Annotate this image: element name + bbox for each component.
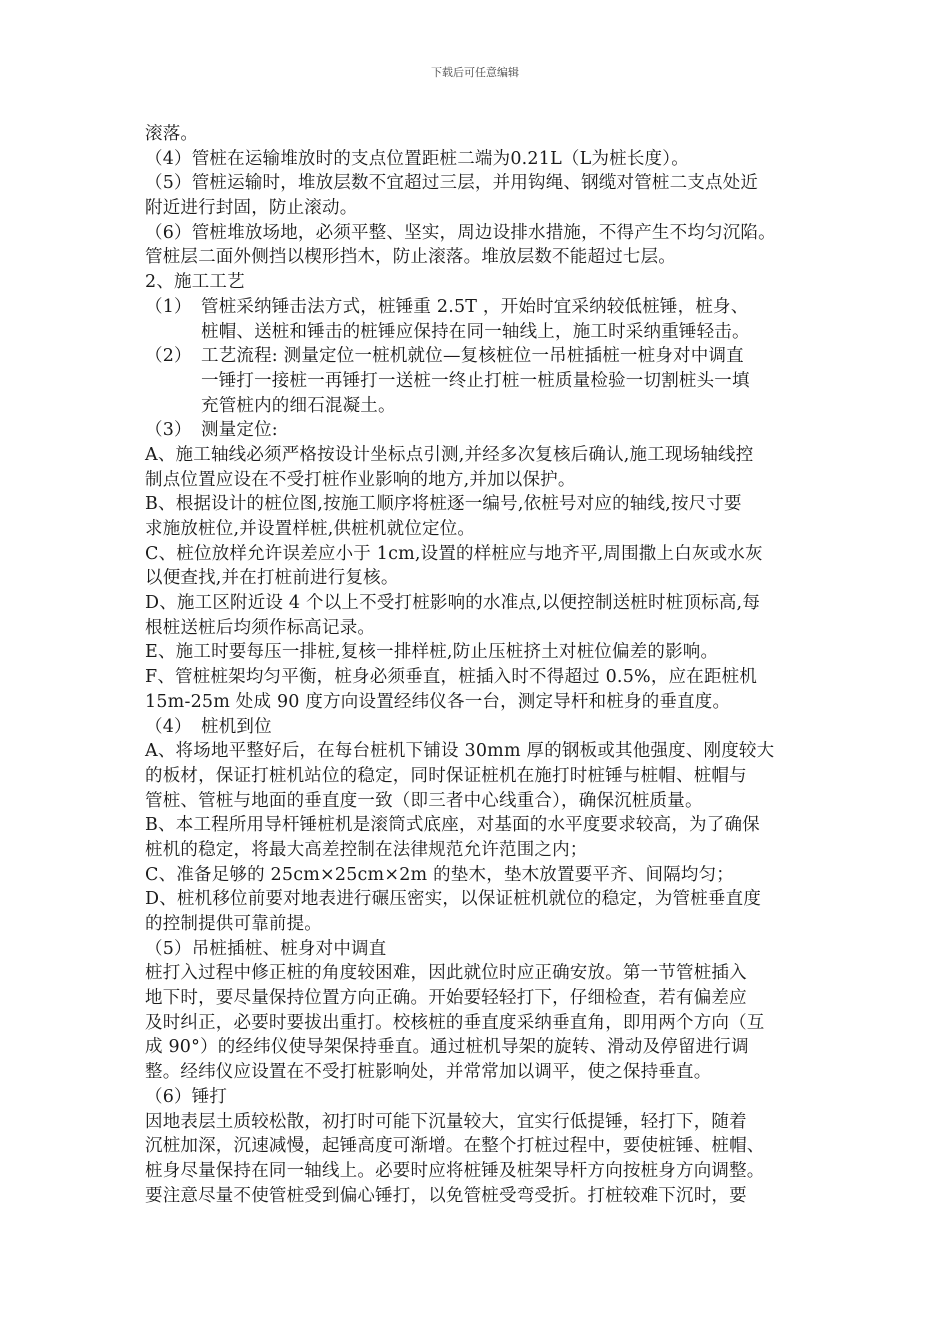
text-line: [145, 295, 813, 320]
text-line: （6）管桩堆放场地，必须平整、坚实，周边设排水措施，不得产生不均匀沉陷。: [145, 222, 776, 243]
text-line: 沉桩加深，沉速减慢，起锤高度可渐增。在整个打桩过程中，要使桩锤、桩帽、: [145, 1136, 765, 1157]
text-line: 桩打入过程中修正桩的角度较困难，因此就位时应正确安放。第一节管桩插入: [145, 963, 747, 984]
text-line: 充管桩内的细石混凝土。: [201, 395, 396, 416]
text-line: 15m-25m 处成 90 度方向设置经纬仪各一台，测定导杆和桩身的垂直度。: [145, 691, 731, 712]
text-line: [145, 715, 813, 740]
text-line: （5）管桩运输时，堆放层数不宜超过三层，并用钩绳、钢缆对管桩二支点处近: [145, 173, 759, 194]
page-header: 下载后可任意编辑: [431, 66, 519, 79]
text-line: 管桩、管桩与地面的垂直度一致（即三者中心线重合），确保沉桩质量。: [145, 790, 703, 811]
text-line: 2、施工工艺: [145, 272, 245, 293]
text-line: C、准备足够的 25cm×25cm×2m 的垫木，垫木放置要平齐、间隔均匀；: [145, 864, 734, 885]
text-line: B、根据设计的桩位图,按施工顺序将桩逐一编号,依桩号对应的轴线,按尺寸要: [145, 494, 742, 515]
text-line: 地下时，要尽量保持位置方向正确。开始要轻轻打下，仔细检查，若有偏差应: [145, 988, 747, 1009]
text-line: 一锤打一接桩一再锤打一送桩一终止打桩一桩质量检验一切割桩头一填: [201, 370, 750, 391]
text-line: A、将场地平整好后，在每台桩机下铺设 30mm 厚的钢板或其他强度、刚度较大: [145, 741, 775, 762]
text-line: 桩机的稳定，将最大高差控制在法律规范允许范围之内；: [145, 839, 588, 860]
document-body: [145, 122, 813, 1208]
list-number: （3）: [145, 420, 192, 441]
text-line: 成 90°）的经纬仪使导架保持垂直。通过桩机导架的旋转、滑动及停留进行调: [145, 1037, 749, 1058]
text-line: 滚落。: [145, 124, 199, 144]
list-number: （2）: [145, 346, 192, 367]
text-line: 桩帽、送桩和锤击的桩锤应保持在同一轴线上，施工时采纳重锤轻击。: [201, 321, 750, 342]
text-line: 整。经纬仪应设置在不受打桩影响处，并常常加以调平，使之保持垂直。: [145, 1062, 712, 1083]
text-line: [145, 418, 813, 443]
line-text: 工艺流程: 测量定位一桩机就位—复核桩位一吊桩插桩一桩身对中调直: [201, 346, 744, 367]
text-line: 要注意尽量不使管桩受到偏心锤打，以免管桩受弯受折。打桩较难下沉时，要: [145, 1185, 747, 1206]
list-number: （1）: [145, 296, 192, 317]
text-line: 的板材，保证打桩机站位的稳定，同时保证桩机在施打时桩锤与桩帽、桩帽与: [145, 765, 747, 786]
text-line: [145, 344, 813, 369]
text-line: B、本工程所用导杆锤桩机是滚筒式底座，对基面的水平度要求较高，为了确保: [145, 815, 760, 836]
text-line: E、施工时要每压一排桩,复核一排样桩,防止压桩挤土对桩位偏差的影响。: [145, 642, 719, 663]
text-line: D、桩机移位前要对地表进行碾压密实，以保证桩机就位的稳定，为管桩垂直度: [145, 889, 762, 910]
line-text: 桩机到位: [201, 716, 272, 737]
text-line: F、管桩桩架均匀平衡，桩身必须垂直，桩插入时不得超过 0.5%，应在距桩机: [145, 667, 758, 688]
text-line: （5）吊桩插桩、桩身对中调直: [145, 938, 387, 959]
text-line: 制点位置应设在不受打桩作业影响的地方,并加以保护。: [145, 469, 576, 490]
line-text: 测量定位:: [201, 420, 278, 441]
text-line: （4）管桩在运输堆放时的支点位置距桩二端为0.21L（L为桩长度）。: [145, 148, 689, 169]
text-line: 的控制提供可靠前提。: [145, 914, 322, 934]
text-line: C、桩位放样允许误差应小于 1cm,设置的样桩应与地齐平,周围撒上白灰或水灰: [145, 543, 763, 564]
text-line: 管桩层二面外侧挡以楔形挡木，防止滚落。堆放层数不能超过七层。: [145, 247, 676, 268]
text-line: 求施放桩位,并设置样桩,供桩机就位定位。: [145, 519, 476, 539]
line-text: 管桩采纳锤击法方式，桩锤重 2.5T ，开始时宜采纳较低桩锤，桩身、: [201, 296, 749, 317]
text-line: 及时纠正，必要时要拔出重打。校核桩的垂直度采纳垂直角，即用两个方向（互: [145, 1012, 765, 1033]
text-line: 以便查找,并在打桩前进行复核。: [145, 568, 399, 589]
text-line: 附近进行封固，防止滚动。: [145, 198, 358, 219]
text-line: D、施工区附近设 4 个以上不受打桩影响的水准点,以便控制送桩时桩顶标高,每: [145, 593, 761, 614]
list-number: （4）: [145, 716, 192, 737]
text-line: 因地表层土质较松散，初打时可能下沉量较大，宜实行低提锤，轻打下，随着: [145, 1111, 747, 1132]
text-line: 根桩送桩后均须作标高记录。: [145, 617, 376, 638]
text-line: A、施工轴线必须严格按设计坐标点引测,并经多次复核后确认,施工现场轴线控: [145, 444, 754, 465]
text-line: （6）锤打: [145, 1086, 228, 1107]
text-line: 桩身尽量保持在同一轴线上。必要时应将桩锤及桩架导杆方向按桩身方向调整。: [145, 1160, 765, 1181]
